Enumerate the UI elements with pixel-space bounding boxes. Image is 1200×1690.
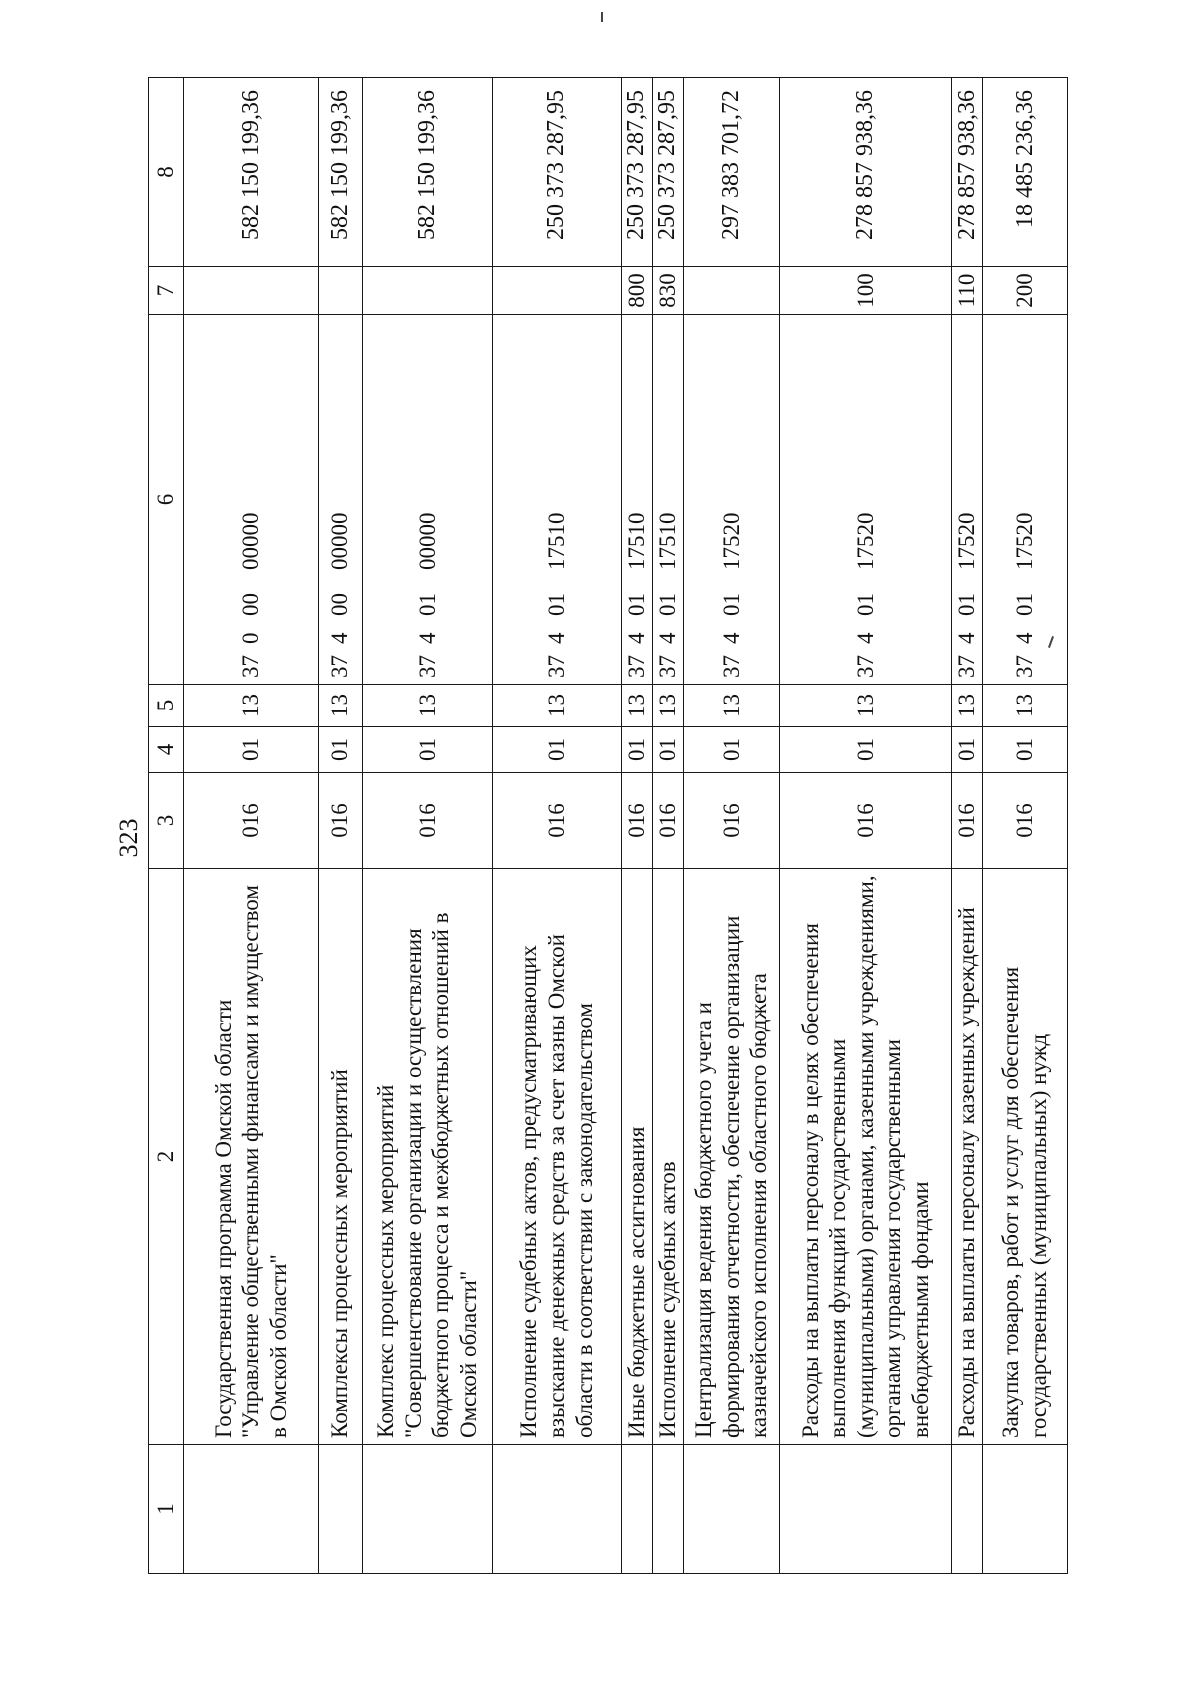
header-row — [149, 78, 184, 1574]
event-code: 00 — [238, 593, 264, 616]
row-number-cell — [683, 1445, 779, 1574]
section-code: 01 — [683, 727, 779, 773]
expense-type-code: 100 — [780, 267, 952, 315]
item-name: Закупка товаров, работ и услуг для обеспечения государственных (муниципальных) нужд — [982, 869, 1067, 1445]
program-code: 37 — [327, 655, 353, 678]
item-name: Государственная программа Омской области "Управление общественными финансами и имуществом в Омской области" — [184, 869, 319, 1445]
program-code: 37 — [623, 655, 649, 678]
ministry-code: 016 — [621, 773, 652, 869]
amount: 278 857 938,36 — [780, 78, 952, 267]
section-code: 01 — [493, 727, 622, 773]
subprogram-code: 4 — [327, 632, 353, 644]
table-row — [683, 78, 779, 1574]
page-number: 323 — [114, 818, 143, 858]
ministry-code: 016 — [362, 773, 493, 869]
amount: 297 383 701,72 — [683, 78, 779, 267]
table-row — [184, 78, 319, 1574]
item-name: Комплекс процессных мероприятий "Совершенствование организации и осуществления бюджетного процесса и межбюджетных отношений в Омской области" — [362, 869, 493, 1445]
target-article-code — [982, 315, 1067, 685]
subsection-code: 13 — [362, 685, 493, 727]
direction-code: 17520 — [1012, 512, 1038, 570]
ministry-code: 016 — [683, 773, 779, 869]
subprogram-code: 4 — [544, 632, 570, 644]
event-code: 01 — [654, 593, 680, 616]
row-number-cell — [652, 1445, 683, 1574]
direction-code: 00000 — [414, 512, 440, 570]
section-code: 01 — [184, 727, 319, 773]
direction-code: 17520 — [852, 512, 878, 570]
subsection-code: 13 — [652, 685, 683, 727]
expense-type-code — [362, 267, 493, 315]
expense-type-code — [493, 267, 622, 315]
event-code: 01 — [544, 593, 570, 616]
item-name: Комплексы процессных мероприятий — [318, 869, 362, 1445]
event-code: 00 — [327, 593, 353, 616]
section-code: 01 — [621, 727, 652, 773]
ministry-code: 016 — [652, 773, 683, 869]
header-cell: 6 — [149, 315, 184, 685]
table-row — [318, 78, 362, 1574]
target-article-code — [493, 315, 622, 685]
program-code: 37 — [718, 655, 744, 678]
subprogram-code: 4 — [954, 632, 980, 644]
event-code: 01 — [718, 593, 744, 616]
section-code: 01 — [982, 727, 1067, 773]
expense-type-code: 110 — [952, 267, 983, 315]
amount: 582 150 199,36 — [184, 78, 319, 267]
ministry-code: 016 — [493, 773, 622, 869]
row-number-cell — [362, 1445, 493, 1574]
subsection-code: 13 — [982, 685, 1067, 727]
expense-type-code — [184, 267, 319, 315]
direction-code: 17520 — [954, 512, 980, 570]
subprogram-code: 4 — [623, 632, 649, 644]
header-cell: 7 — [149, 267, 184, 315]
direction-code: 00000 — [238, 512, 264, 570]
subprogram-code: 4 — [654, 632, 680, 644]
section-code: 01 — [952, 727, 983, 773]
row-number-cell — [952, 1445, 983, 1574]
amount: 250 373 287,95 — [493, 78, 622, 267]
table-row — [780, 78, 952, 1574]
table-row — [362, 78, 493, 1574]
table-row — [952, 78, 983, 1574]
header-cell: 2 — [149, 869, 184, 1445]
subprogram-code: 0 — [238, 632, 264, 644]
amount: 250 373 287,95 — [621, 78, 652, 267]
expense-type-code: 800 — [621, 267, 652, 315]
event-code: 01 — [852, 593, 878, 616]
subsection-code: 13 — [621, 685, 652, 727]
section-code: 01 — [652, 727, 683, 773]
table-row — [493, 78, 622, 1574]
subsection-code: 13 — [184, 685, 319, 727]
subsection-code: 13 — [493, 685, 622, 727]
subsection-code: 13 — [683, 685, 779, 727]
program-code: 37 — [954, 655, 980, 678]
rotated-table-wrapper — [148, 78, 1068, 1574]
header-cell: 4 — [149, 727, 184, 773]
row-number-cell — [493, 1445, 622, 1574]
direction-code: 17510 — [654, 512, 680, 570]
amount: 250 373 287,95 — [652, 78, 683, 267]
target-article-code — [952, 315, 983, 685]
scan-mark — [601, 12, 603, 22]
row-number-cell — [621, 1445, 652, 1574]
target-article-code — [652, 315, 683, 685]
header-cell: 5 — [149, 685, 184, 727]
event-code: 01 — [623, 593, 649, 616]
item-name: Централизация ведения бюджетного учета и формирования отчетности, обеспечение организации казначейского исполнения областного бюджета — [683, 869, 779, 1445]
subprogram-code: 4 — [852, 632, 878, 644]
row-number-cell — [184, 1445, 319, 1574]
header-cell: 3 — [149, 773, 184, 869]
row-number-cell — [982, 1445, 1067, 1574]
ministry-code: 016 — [952, 773, 983, 869]
program-code: 37 — [238, 655, 264, 678]
item-name: Расходы на выплаты персоналу казенных учреждений — [952, 869, 983, 1445]
target-article-code — [184, 315, 319, 685]
program-code: 37 — [654, 655, 680, 678]
item-name: Расходы на выплаты персоналу в целях обеспечения выполнения функций государственными (муниципальными) органами, казенными учреждениями, органами управления государственными внебюджетными фондами — [780, 869, 952, 1445]
ministry-code: 016 — [780, 773, 952, 869]
program-code: 37 — [1012, 655, 1038, 678]
direction-code: 17510 — [623, 512, 649, 570]
row-number-cell — [318, 1445, 362, 1574]
subsection-code: 13 — [952, 685, 983, 727]
direction-code: 17520 — [718, 512, 744, 570]
event-code: 01 — [954, 593, 980, 616]
section-code: 01 — [780, 727, 952, 773]
amount: 278 857 938,36 — [952, 78, 983, 267]
row-number-cell — [780, 1445, 952, 1574]
section-code: 01 — [318, 727, 362, 773]
program-code: 37 — [852, 655, 878, 678]
table-row — [621, 78, 652, 1574]
direction-code: 00000 — [327, 512, 353, 570]
target-article-code — [780, 315, 952, 685]
direction-code: 17510 — [544, 512, 570, 570]
event-code: 01 — [1012, 593, 1038, 616]
expense-type-code — [318, 267, 362, 315]
subsection-code: 13 — [780, 685, 952, 727]
item-name: Исполнение судебных актов, предусматривающих взыскание денежных средств за счет казны Омской области в соответствии с законодательством — [493, 869, 622, 1445]
subprogram-code: 4 — [718, 632, 744, 644]
amount: 582 150 199,36 — [318, 78, 362, 267]
target-article-code — [683, 315, 779, 685]
amount: 18 485 236,36 — [982, 78, 1067, 267]
item-name: Иные бюджетные ассигнования — [621, 869, 652, 1445]
header-cell: 1 — [149, 1445, 184, 1574]
program-code: 37 — [414, 655, 440, 678]
subprogram-code: 4 — [1012, 632, 1038, 644]
subprogram-code: 4 — [414, 632, 440, 644]
item-name: Исполнение судебных актов — [652, 869, 683, 1445]
expense-type-code: 200 — [982, 267, 1067, 315]
ministry-code: 016 — [982, 773, 1067, 869]
subsection-code: 13 — [318, 685, 362, 727]
expense-type-code: 830 — [652, 267, 683, 315]
target-article-code — [318, 315, 362, 685]
target-article-code — [362, 315, 493, 685]
amount: 582 150 199,36 — [362, 78, 493, 267]
table-row — [652, 78, 683, 1574]
program-code: 37 — [544, 655, 570, 678]
section-code: 01 — [362, 727, 493, 773]
expense-type-code — [683, 267, 779, 315]
target-article-code — [621, 315, 652, 685]
event-code: 01 — [414, 593, 440, 616]
ministry-code: 016 — [318, 773, 362, 869]
budget-table — [148, 77, 1068, 1574]
header-cell: 8 — [149, 78, 184, 267]
table-row — [982, 78, 1067, 1574]
ministry-code: 016 — [184, 773, 319, 869]
